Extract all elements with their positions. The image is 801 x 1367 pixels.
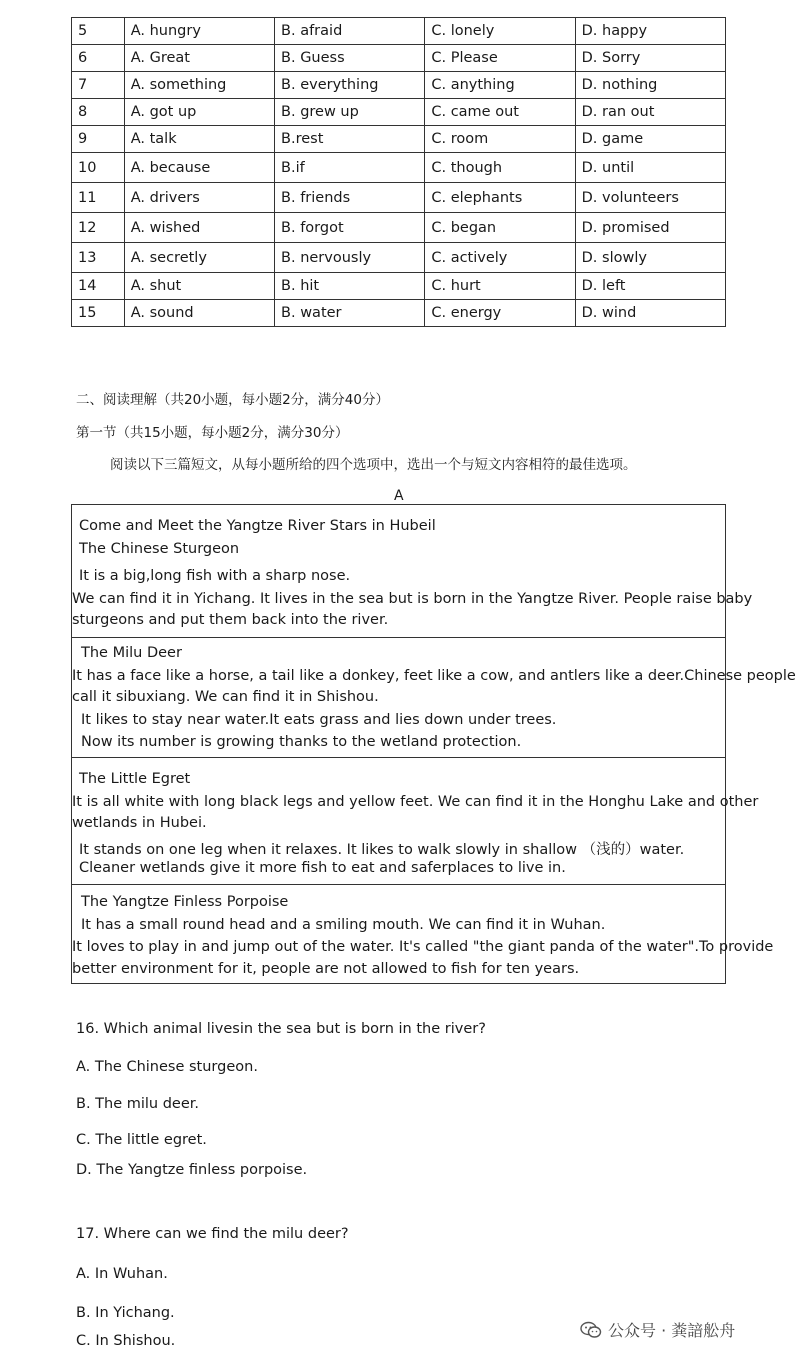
- option-a: A. got up: [124, 99, 274, 126]
- instructions: 阅读以下三篇短文，从每小题所给的四个选项中，选出一个与短文内容相符的最佳选项。: [110, 457, 637, 473]
- option-b: B. nervously: [275, 243, 425, 273]
- option-a: A. sound: [124, 300, 274, 327]
- option-d: D. volunteers: [575, 183, 725, 213]
- option-a: A. secretly: [124, 243, 274, 273]
- option-a: A. because: [124, 153, 274, 183]
- porpoise-line-2: It loves to play in and jump out of the water. It's called "the giant panda of the water".To provide: [72, 939, 774, 955]
- table-row: [72, 213, 726, 243]
- watermark-text: 公众号 · 粪諳舩舟: [608, 1321, 736, 1340]
- option-d: D. left: [575, 273, 725, 300]
- question-17-option-b: B. In Yichang.: [76, 1305, 175, 1321]
- sturgeon-block: [72, 505, 753, 638]
- question-16-option-d: D. The Yangtze finless porpoise.: [76, 1162, 308, 1178]
- milu-line-3: It likes to stay near water.It eats grass and lies down under trees.: [81, 712, 557, 728]
- option-a: A. drivers: [124, 183, 274, 213]
- option-d: D. until: [575, 153, 725, 183]
- table-row: [72, 126, 726, 153]
- option-c: C. began: [425, 213, 575, 243]
- question-number: 15: [72, 300, 125, 327]
- option-b: B. friends: [275, 183, 425, 213]
- option-b: B. grew up: [275, 99, 425, 126]
- option-c: C. actively: [425, 243, 575, 273]
- options-table: [71, 17, 726, 327]
- option-d: D. ran out: [575, 99, 725, 126]
- milu-block: [72, 638, 796, 758]
- option-c: C. room: [425, 126, 575, 153]
- option-d: D. nothing: [575, 72, 725, 99]
- question-number: 13: [72, 243, 125, 273]
- sturgeon-line-2: We can find it in Yichang. It lives in the sea but is born in the Yangtze River. People raise baby: [72, 591, 753, 607]
- option-d: D. Sorry: [575, 45, 725, 72]
- option-b: B.rest: [275, 126, 425, 153]
- table-row: [72, 153, 726, 183]
- question-number: 12: [72, 213, 125, 243]
- option-c: C. lonely: [425, 18, 575, 45]
- section-title: 二、阅读理解（共20小题，每小题2分，满分40分）: [76, 392, 389, 408]
- question-17-option-c: C. In Shishou.: [76, 1333, 176, 1349]
- wechat-icon: [580, 1321, 602, 1339]
- table-row: [72, 99, 726, 126]
- question-number: 14: [72, 273, 125, 300]
- sturgeon-line-3: sturgeons and put them back into the river.: [72, 612, 389, 628]
- question-17-option-a: A. In Wuhan.: [76, 1266, 168, 1282]
- sturgeon-line-1: It is a big,long fish with a sharp nose.: [79, 568, 351, 584]
- option-b: B. Guess: [275, 45, 425, 72]
- milu-line-4: Now its number is growing thanks to the wetland protection.: [81, 734, 522, 750]
- question-16-stem: 16. Which animal livesin the sea but is born in the river?: [76, 1021, 486, 1037]
- option-d: D. happy: [575, 18, 725, 45]
- option-c: C. Please: [425, 45, 575, 72]
- option-d: D. game: [575, 126, 725, 153]
- table-row: [72, 243, 726, 273]
- option-b: B. water: [275, 300, 425, 327]
- question-16-option-c: C. The little egret.: [76, 1132, 207, 1148]
- option-b: B. afraid: [275, 18, 425, 45]
- option-a: A. something: [124, 72, 274, 99]
- option-c: C. energy: [425, 300, 575, 327]
- option-c: C. though: [425, 153, 575, 183]
- egret-line-3: It stands on one leg when it relaxes. It likes to walk slowly in shallow （浅的）water.: [79, 842, 685, 858]
- question-number: 11: [72, 183, 125, 213]
- egret-line-4: Cleaner wetlands give it more fish to eat and saferplaces to live in.: [79, 860, 566, 876]
- egret-line-1: It is all white with long black legs and yellow feet. We can find it in the Honghu Lake and other: [72, 794, 759, 810]
- option-d: D. promised: [575, 213, 725, 243]
- table-row: [72, 273, 726, 300]
- milu-line-2: call it sibuxiang. We can find it in Shishou.: [72, 689, 379, 705]
- porpoise-line-3: better environment for it, people are not allowed to fish for ten years.: [72, 961, 580, 977]
- milu-line-1: It has a face like a horse, a tail like a donkey, feet like a cow, and antlers like a deer.Chinese people: [72, 668, 796, 684]
- sturgeon-title: The Chinese Sturgeon: [79, 541, 240, 557]
- question-number: 10: [72, 153, 125, 183]
- passage-heading: Come and Meet the Yangtze River Stars in Hubeil: [79, 518, 436, 534]
- table-row: [72, 300, 726, 327]
- option-b: B. everything: [275, 72, 425, 99]
- table-row: [72, 72, 726, 99]
- porpoise-line-1: It has a small round head and a smiling mouth. We can find it in Wuhan.: [81, 917, 606, 933]
- question-number: 8: [72, 99, 125, 126]
- question-17-stem: 17. Where can we find the milu deer?: [76, 1226, 349, 1242]
- question-number: 7: [72, 72, 125, 99]
- option-a: A. Great: [124, 45, 274, 72]
- option-c: C. elephants: [425, 183, 575, 213]
- question-number: 9: [72, 126, 125, 153]
- egret-title: The Little Egret: [79, 771, 191, 787]
- option-c: C. hurt: [425, 273, 575, 300]
- passage-label: A: [394, 488, 404, 504]
- question-number: 5: [72, 18, 125, 45]
- option-a: A. shut: [124, 273, 274, 300]
- watermark: [580, 1318, 735, 1341]
- porpoise-block: [72, 885, 774, 983]
- passage-box: [71, 504, 796, 984]
- question-16-option-a: A. The Chinese sturgeon.: [76, 1059, 258, 1075]
- option-b: B. hit: [275, 273, 425, 300]
- option-a: A. talk: [124, 126, 274, 153]
- table-row: [72, 45, 726, 72]
- egret-line-2: wetlands in Hubei.: [72, 815, 207, 831]
- porpoise-title: The Yangtze Finless Porpoise: [81, 894, 289, 910]
- milu-title: The Milu Deer: [81, 645, 182, 661]
- option-d: D. wind: [575, 300, 725, 327]
- subsection-title: 第一节（共15小题，每小题2分，满分30分）: [76, 425, 349, 441]
- option-b: B.if: [275, 153, 425, 183]
- egret-block: [72, 758, 759, 885]
- option-c: C. came out: [425, 99, 575, 126]
- option-a: A. wished: [124, 213, 274, 243]
- table-row: [72, 18, 726, 45]
- table-row: [72, 183, 726, 213]
- option-a: A. hungry: [124, 18, 274, 45]
- question-16-option-b: B. The milu deer.: [76, 1096, 200, 1112]
- option-b: B. forgot: [275, 213, 425, 243]
- option-d: D. slowly: [575, 243, 725, 273]
- option-c: C. anything: [425, 72, 575, 99]
- question-number: 6: [72, 45, 125, 72]
